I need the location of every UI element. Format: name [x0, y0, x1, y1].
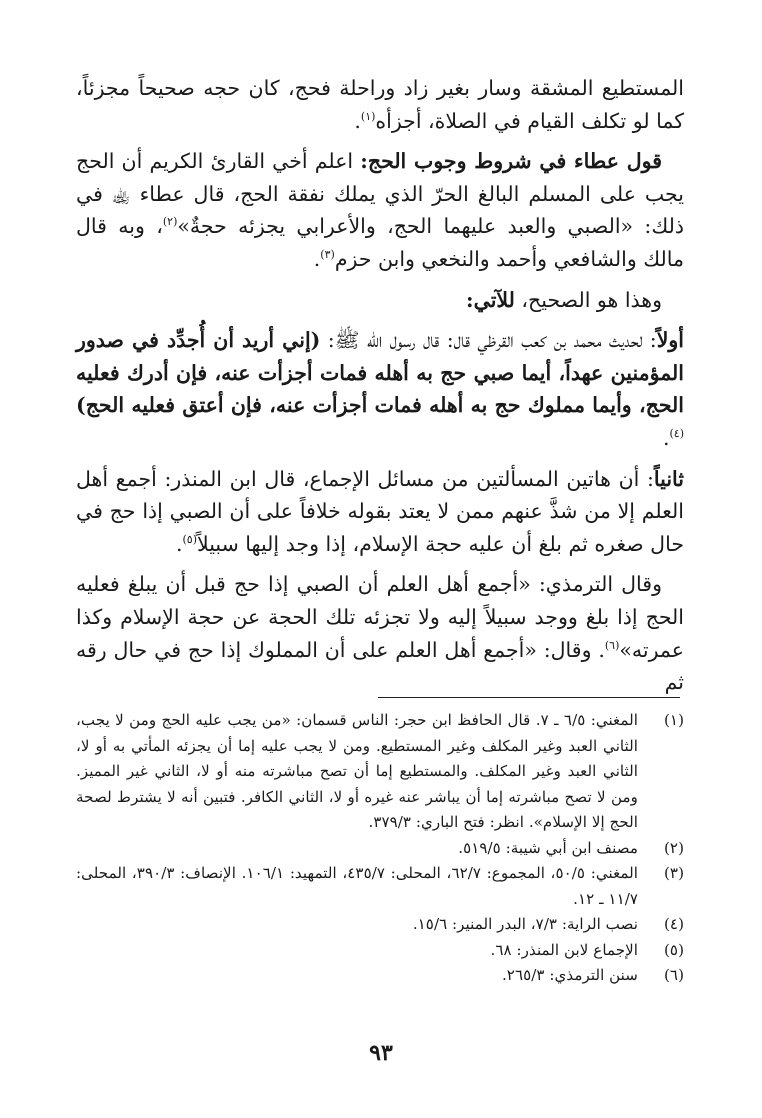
footnote-text: المغني: ٦/٥ ـ ٧. قال الحافظ ابن حجر: الناس قسمان: «من يجب عليه الحج ومن لا يجب، الثاني العبد وغير المكلف وغير المستطيع. ومن لا يجب عليه إما أن يجزئه المأتي به أو لا، الثاني العبد وغير المكلف. والمستطيع إما أن تصح مباشرته منه أو لا، الثاني غير المميز. ومن لا تصح مباشرته إما أن يباشر عنه غيره أو لا، الثاني الكافر. فتبين أنه لا يشترط لصحة الحج إلا الإسلام». انظر: فتح الباري: ٣٧٩/٣. [76, 711, 639, 831]
list-label-first: أولاً [656, 328, 684, 353]
footnote-text: الإجماع لابن المنذر: ٦٨. [490, 940, 638, 959]
footnote-ref-6[interactable]: (٦) [604, 638, 620, 652]
paragraph-ata-conditions: قول عطاء في شروط وجوب الحج: اعلم أخي القارئ الكريم أن الحج يجب على المسلم البالغ الحرّ الذي يملك نفقة الحج، قال عطاء ﵀ في ذلك: «الصبي والعبد عليهما الحج، والأعرابي يجزئه حجةٌ»$^{(٢)}$، وبه قال مالك والشافعي وأحمد والنخعي وابن حزم$^{(٣)}$. [76, 149, 684, 271]
paragraph-1: المستطيع المشقة وسار بغير زاد وراحلة فحج، كان حجه صحيحاً مجزئاً، كما لو تكلف القيام في الصلاة، أجزأه$^{(١)}$. [76, 76, 684, 133]
footnote-1 [76, 708, 684, 836]
footnote-4 [76, 912, 684, 938]
footnote-2 [76, 836, 684, 862]
list-label-second: ثانياً [653, 466, 684, 491]
footnote-ref-1[interactable]: (١) [360, 109, 376, 123]
footnote-number: (٤) [663, 915, 684, 933]
footnote-6 [76, 963, 684, 989]
footnote-3 [76, 861, 684, 912]
paragraph-first-evidence: أولاً: لحديث محمد بن كعب القرظي قال: قال رسول الله ﷺ: (إني أريد أن أُجدِّد في صدور المؤمنين عهداً، أيما صبي حج به أهله فمات أجزأت عنه، فإن أدرك فعليه الحج، وأيما مملوك حج به أهله فمات أجزأت عنه، فإن أعتق فعليه الحج)$^{(٤)}$. [76, 328, 684, 450]
footnote-number: (١) [663, 711, 684, 729]
footnote-ref-5[interactable]: (٥) [182, 532, 197, 546]
footnote-text: سنن الترمذي: ٢٦٥/٣. [501, 966, 638, 984]
paragraph-correct-view: وهذا هو الصحيح، للآتي: [466, 287, 662, 312]
footnotes [76, 708, 684, 989]
footnote-number: (٢) [663, 838, 684, 857]
paragraph-tirmidhi: وقال الترمذي: «أجمع أهل العلم أن الصبي إذا حج قبل أن يبلغ فعليه الحج إذا بلغ ووجد سبيلاً إليه ولا تجزئه تلك الحجة عن حجة الإسلام وكذا عمرته»$^{(٦)}$. وقال: «أجمع أهل العلم على أن المملوك إذا حج في حال رقه ثم [76, 572, 684, 695]
footnote-text: المغني: ٥٠/٥، المجموع: ٦٢/٧، المحلى: ٤٣٥/٧، التمهيد: ١٠٦/١. الإنصاف: ٣٩٠/٣، المحلى: ١١/٧ ـ ١٢. [76, 864, 639, 908]
footnote-number: (٣) [663, 864, 684, 882]
footnote-ref-2[interactable]: (٢) [162, 215, 178, 229]
footnote-number: (٥) [663, 940, 684, 959]
paragraph-second-evidence: ثانياً: أن هاتين المسألتين من مسائل الإجماع، قال ابن المنذر: أجمع أهل العلم إلا من شذَّ عنهم ممن لا يعتد بقوله خلافاً على أن الصبي إذا حج في حال صغره ثم بلغ أن عليه حجة الإسلام، إذا وجد إليها سبيلاً$^{(٥)}$. [76, 466, 685, 556]
footnote-ref-3[interactable]: (٣) [320, 248, 335, 262]
section-heading: قول عطاء في شروط وجوب الحج: [360, 149, 662, 174]
page-number: ٩٣ [369, 1040, 393, 1066]
main-text [76, 72, 684, 707]
footnote-number: (٦) [663, 966, 684, 984]
hadith-quote: (إني أريد أن أُجدِّد في صدور المؤمنين عهداً، أيما صبي حج به أهله فمات أجزأت عنه، فإن أدرك فعليه الحج، وأيما مملوك حج به أهله فمات أجزأت عنه، فإن أعتق فعليه الحج) [76, 328, 684, 418]
footnote-divider [378, 697, 680, 698]
footnote-5 [76, 938, 684, 964]
footnote-text: نصب الراية: ٧/٣، البدر المنير: ١٥/٦. [412, 915, 638, 933]
footnote-ref-4[interactable]: (٤) [669, 427, 684, 441]
footnote-text: مصنف ابن أبي شيبة: ٥١٩/٥. [458, 838, 638, 857]
